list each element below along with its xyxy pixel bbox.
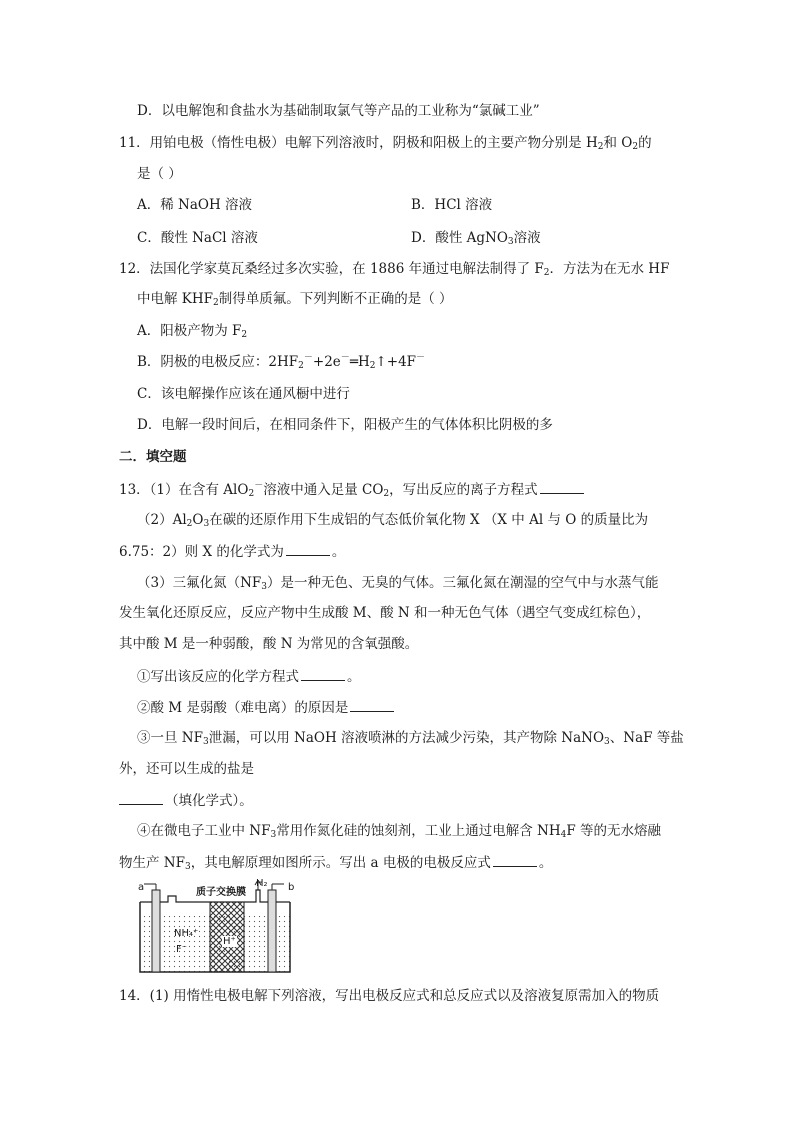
q11-option-a: A．稀 NaOH 溶液 [137,197,253,213]
electrode-b-label: b [288,882,295,893]
q13-sub4-line2: 物生产 $NF_3$，其电解原理如图所示。写出 a 电极的电极反应式 。 [119,852,552,873]
electrode-a-label: a [138,882,145,893]
q13-part3: （3）三氟化氮$(NF_3)$是一种无色、无臭的气体。三氟化氮在潮湿的空气中与水蒸气能 [137,575,659,592]
q13-sub4: ④在微电子工业中 $NF_3$常用作氮化硅的蚀刻剂，工业上通过电解含 $NH_4F$ 等的无水熔融 [137,823,662,840]
answer-blank[interactable] [301,666,345,681]
q10-option-d: D．以电解饱和食盐水为基础制取氯气等产品的工业称为“氯碱工业” [137,103,540,119]
proton-ion-label: H⁺ [223,936,236,947]
q13-sub2: ②酸 M 是弱酸（难电离）的原因是 [137,697,396,718]
q11-option-d: D．酸性 AgNO$_3$溶液 [411,230,541,247]
q13-sub3: ③一旦 $NF_3$泄漏，可以用 NaOH 溶液喷淋的方法减少污染，其产物除 NaNO$_3$、NaF 等盐 [137,730,684,747]
q11-stem: 11．用铂电极（惰性电极）电解下列溶液时，阴极和阳极上的主要产物分别是 $H_2$和 $O_2$的 [119,135,652,152]
fluoride-ion-label: F⁻ [176,944,188,955]
answer-blank[interactable] [350,697,394,712]
q12-option-a: A．阳极产物为 $F_2$ [137,323,248,340]
q13-sub1: ①写出该反应的化学方程式 。 [137,666,361,687]
q13-sub3-line2: 外，还可以生成的盐是 [119,761,254,777]
q11-option-b: B．HCl 溶液 [411,197,493,213]
q12-option-c: C．该电解操作应该在通风橱中进行 [137,386,350,402]
h2-label: H₂ [256,878,268,889]
answer-blank[interactable] [493,852,537,867]
answer-blank[interactable] [286,541,330,556]
q11-option-c: C．酸性 NaCl 溶液 [137,230,258,246]
q13-part3-line3: 其中酸 M 是一种弱酸，酸 N 为常见的含氧强酸。 [119,636,419,652]
section-title-fill-in: 二．填空题 [119,449,187,465]
q14-part1: 14．(1) 用惰性电极电解下列溶液，写出电极反应式和总反应式以及溶液复原需加入的物质 [119,988,660,1004]
electrolysis-cell-diagram [138,880,298,976]
q12-stem-line2: 中电解 $KHF_2$制得单质氟。下列判断不正确的是（ ） [137,291,453,308]
electrode-a [152,890,160,972]
q13-part3-line2: 发生氧化还原反应，反应产物中生成酸 M、酸 N 和一种无色气体（遇空气变成红棕色）， [119,605,651,621]
q13-part2: $(2)Al_2O_3$在碳的还原作用下生成铝的气态低价氧化物 X （X 中 Al 与 O 的质量比为 [137,512,649,529]
q12-option-b: B．阴极的电极反应：$2HF_2^-+2e^-═H_2↑+4F^-$ [137,353,426,371]
q13-part2-line2: 6.75：2）则 X 的化学式为 。 [119,541,345,562]
q12-stem: 12．法国化学家莫瓦桑经过多次实验，在 1886 年通过电解法制得了 $F_2$．方法为在无水 HF [119,261,670,278]
membrane-label: 质子交换膜 [196,887,246,898]
q11-stem-line2: 是（ ） [137,166,182,182]
electrode-b [268,890,276,972]
q12-option-d: D．电解一段时间后，在相同条件下，阳极产生的气体体积比阴极的多 [137,417,553,433]
q13-sub3-line3: （填化学式）。 [119,790,253,811]
nh4-ion-label: NH₄⁺ [174,928,199,939]
answer-blank[interactable] [540,479,584,494]
answer-blank[interactable] [119,790,163,805]
q13-part1: 13．（1）在含有 AlO$_2$－溶液中通入足量 $CO_2$，写出反应的离子方程式 [119,479,586,500]
